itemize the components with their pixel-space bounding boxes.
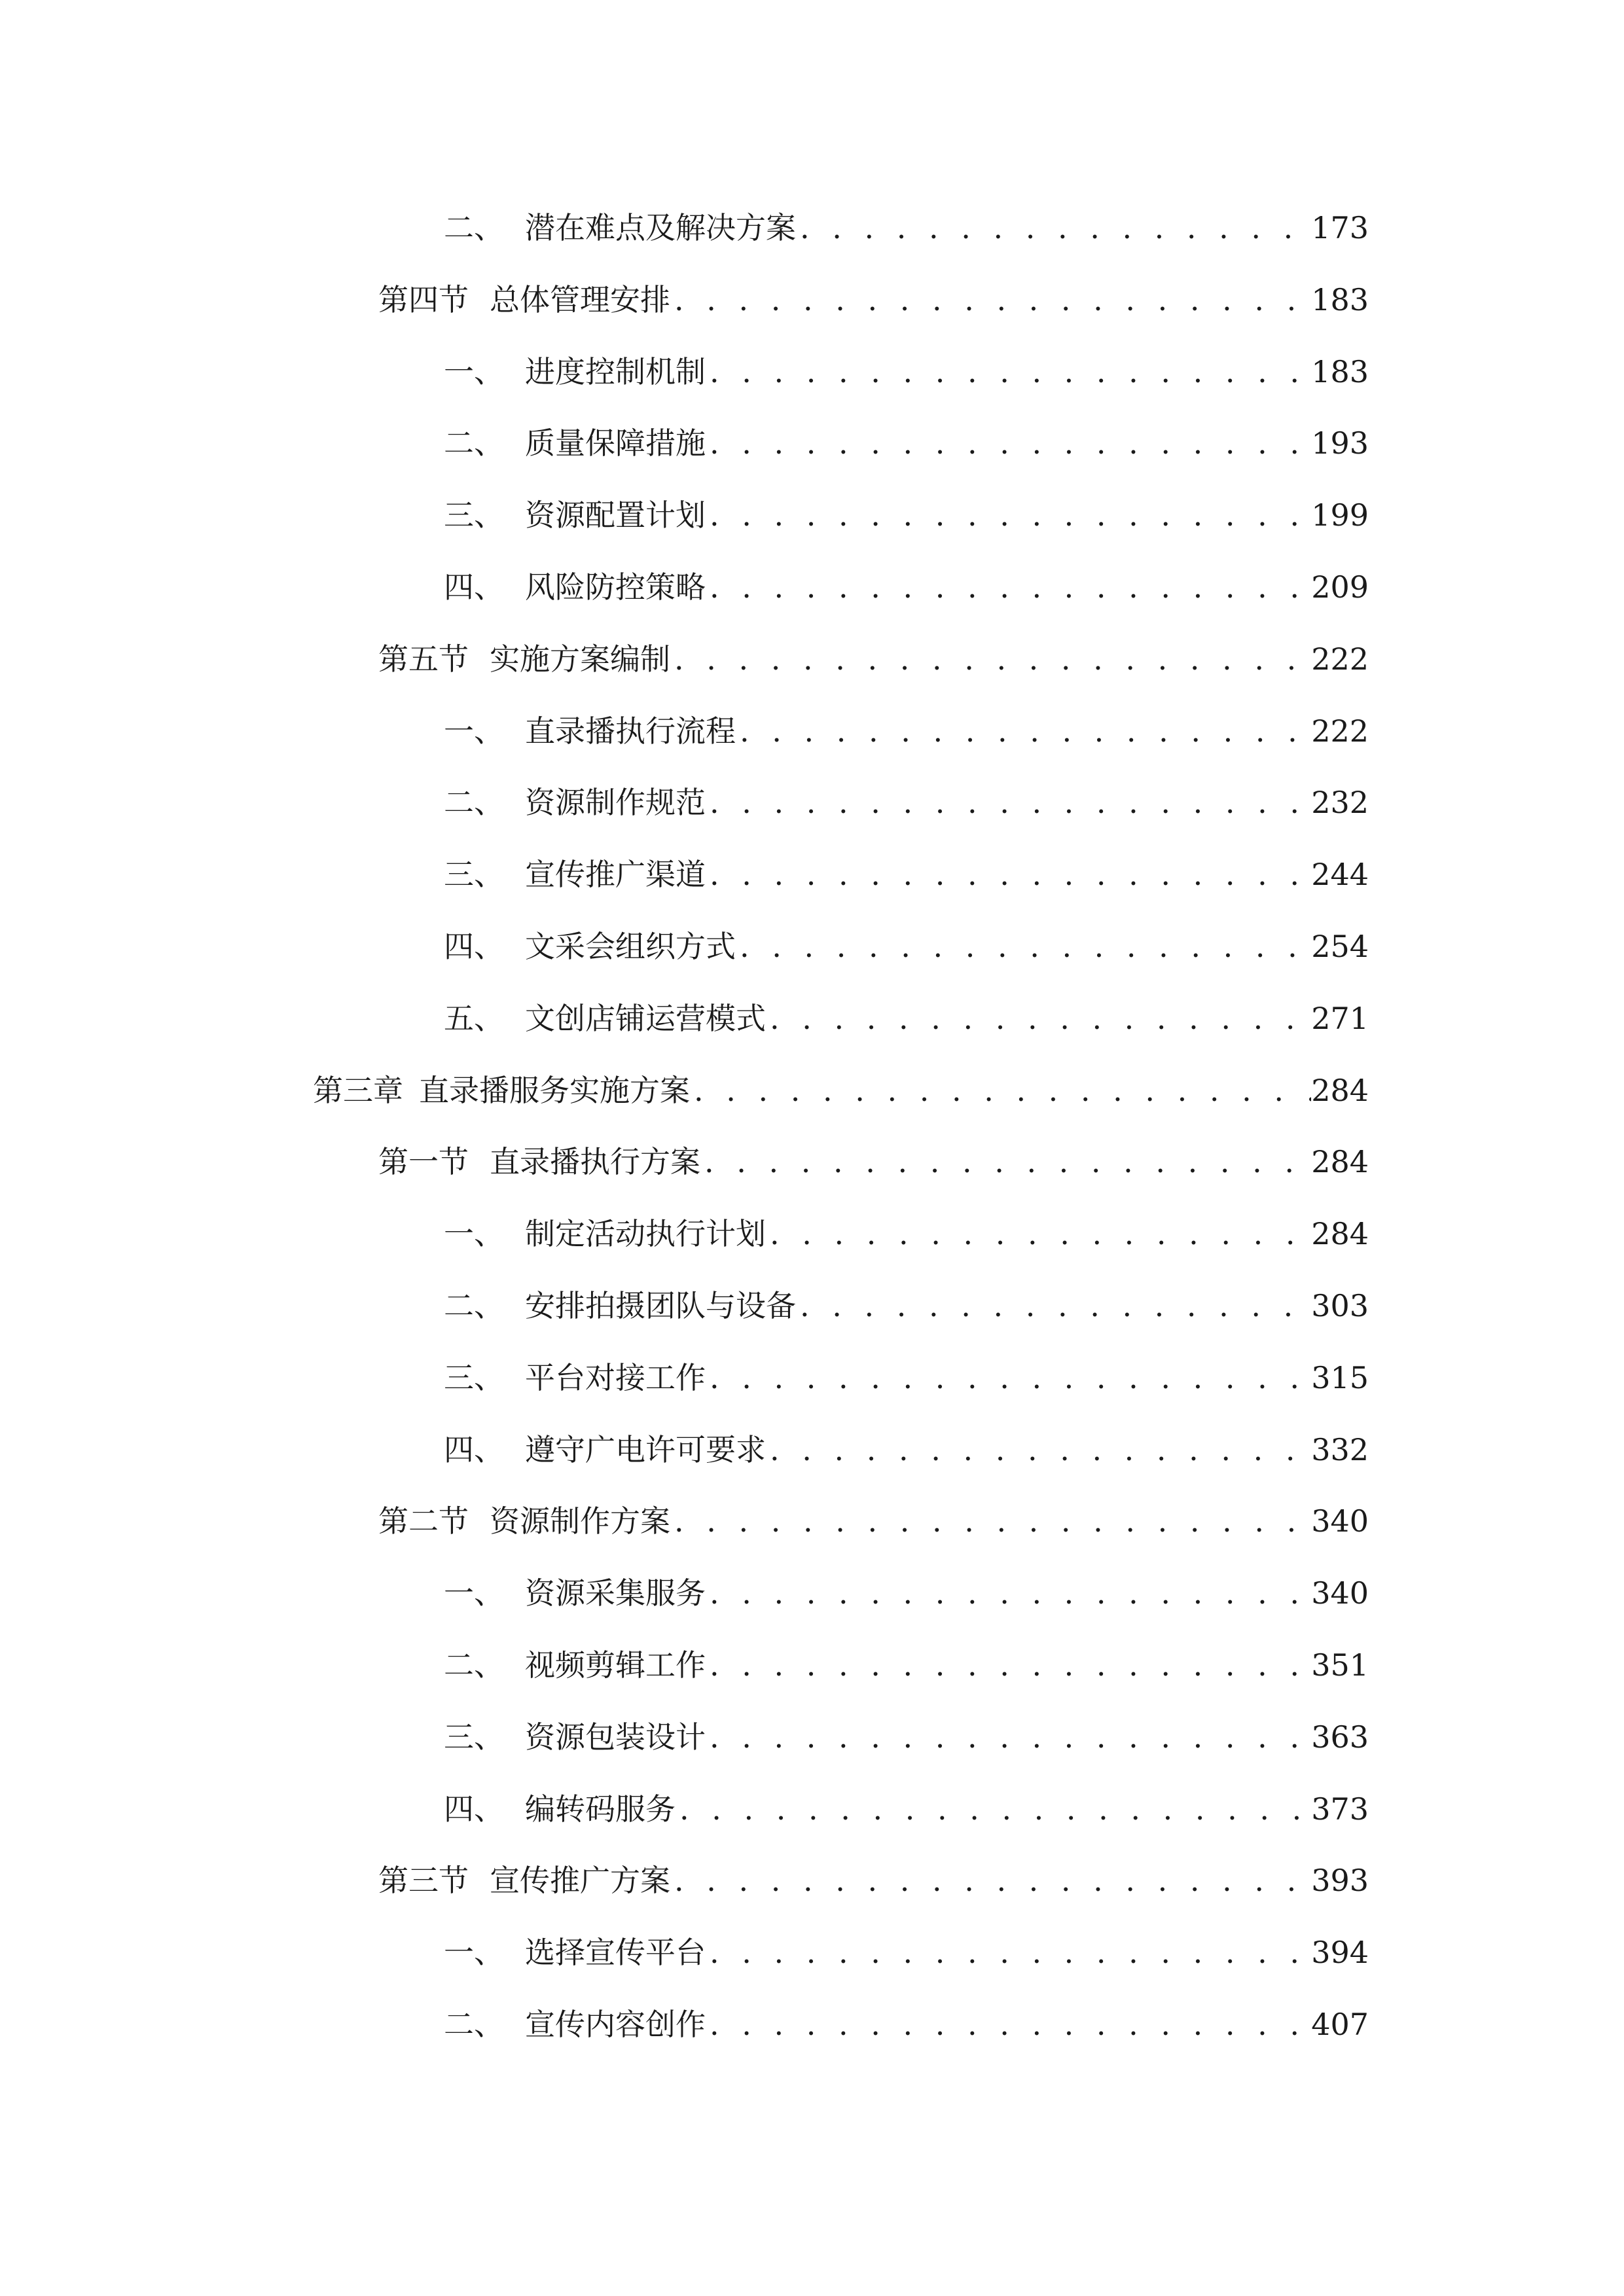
dot-leader <box>670 1854 1311 1907</box>
toc-entry-number: 二、 <box>444 1647 504 1683</box>
toc-entry[interactable] <box>444 1352 1369 1404</box>
toc-entry-page: 373 <box>1311 1791 1369 1827</box>
dot-leader <box>700 1136 1311 1188</box>
toc-entry[interactable] <box>444 992 1369 1045</box>
toc-entry-page: 284 <box>1311 1216 1369 1251</box>
toc-entry-page: 244 <box>1311 857 1369 892</box>
toc-entry[interactable] <box>444 1639 1369 1691</box>
dot-leader <box>706 1711 1311 1763</box>
toc-entry-title: 文创店铺运营模式 <box>525 1001 766 1036</box>
toc-entry-number: 二、 <box>444 2007 504 2042</box>
toc-entry-page: 315 <box>1311 1360 1369 1395</box>
toc-entry-title: 平台对接工作 <box>525 1360 706 1395</box>
toc-entry-title: 遵守广电许可要求 <box>525 1432 766 1467</box>
toc-entry[interactable] <box>444 1424 1369 1476</box>
toc-entry-title: 总体管理安排 <box>490 282 670 317</box>
toc-entry-number: 一、 <box>444 354 504 389</box>
toc-entry-page: 340 <box>1311 1575 1369 1611</box>
dot-leader <box>676 1783 1311 1835</box>
dot-leader <box>706 776 1311 829</box>
toc-entry-title: 资源配置计划 <box>525 497 706 533</box>
toc-entry-number: 二、 <box>444 785 504 820</box>
dot-leader <box>796 1280 1311 1332</box>
toc-entry[interactable] <box>444 417 1369 469</box>
toc-entry-page: 173 <box>1311 210 1369 245</box>
toc-entry-page: 303 <box>1311 1288 1369 1323</box>
toc-entry-number: 第一节 <box>378 1144 469 1179</box>
toc-entry[interactable] <box>444 202 1369 254</box>
dot-leader <box>706 1567 1311 1619</box>
toc-entry-number: 四、 <box>444 1791 504 1827</box>
toc-entry-number: 第四节 <box>378 282 469 317</box>
toc-entry[interactable] <box>378 274 1369 326</box>
toc-entry-page: 340 <box>1311 1503 1369 1539</box>
toc-entry-title: 实施方案编制 <box>490 641 670 677</box>
toc-entry-page: 394 <box>1311 1935 1369 1970</box>
toc-entry-title: 直录播服务实施方案 <box>419 1073 690 1108</box>
dot-leader <box>706 417 1311 469</box>
dot-leader <box>736 705 1311 757</box>
dot-leader <box>706 848 1311 901</box>
toc-entry[interactable] <box>444 848 1369 901</box>
toc-entry[interactable] <box>444 705 1369 757</box>
toc-entry-number: 一、 <box>444 713 504 749</box>
dot-leader <box>670 1495 1311 1547</box>
dot-leader <box>706 1926 1311 1979</box>
toc-entry[interactable] <box>444 1711 1369 1763</box>
dot-leader <box>766 992 1311 1045</box>
toc-entry-page: 222 <box>1311 641 1369 677</box>
toc-entry-page: 199 <box>1311 497 1369 533</box>
dot-leader <box>766 1424 1311 1476</box>
toc-entry-title: 潜在难点及解决方案 <box>525 210 796 245</box>
dot-leader <box>766 1208 1311 1260</box>
toc-entry[interactable] <box>378 1495 1369 1547</box>
toc-entry-number: 三、 <box>444 857 504 892</box>
toc-entry-number: 四、 <box>444 569 504 605</box>
dot-leader <box>670 274 1311 326</box>
toc-entry-title: 宣传内容创作 <box>525 2007 706 2042</box>
toc-entry-page: 407 <box>1311 2007 1369 2042</box>
toc-entry-number: 一、 <box>444 1575 504 1611</box>
toc-entry-page: 209 <box>1311 569 1369 605</box>
toc-entry[interactable] <box>444 1783 1369 1835</box>
dot-leader <box>706 561 1311 613</box>
toc-entry-page: 284 <box>1311 1073 1369 1108</box>
toc-entry[interactable] <box>444 1208 1369 1260</box>
toc-entry-title: 编转码服务 <box>525 1791 676 1827</box>
toc-entry-title: 直录播执行流程 <box>525 713 736 749</box>
toc-entry-number: 一、 <box>444 1216 504 1251</box>
toc-entry-page: 232 <box>1311 785 1369 820</box>
toc-entry[interactable] <box>444 346 1369 398</box>
toc-entry-number: 三、 <box>444 1719 504 1755</box>
toc-entry-page: 222 <box>1311 713 1369 749</box>
toc-entry[interactable] <box>313 1064 1369 1117</box>
toc-entry-title: 制定活动执行计划 <box>525 1216 766 1251</box>
dot-leader <box>670 633 1311 685</box>
toc-entry[interactable] <box>444 1567 1369 1619</box>
toc-entry[interactable] <box>444 489 1369 541</box>
dot-leader <box>706 1998 1311 2051</box>
toc-entry[interactable] <box>444 776 1369 829</box>
toc-entry-page: 393 <box>1311 1863 1369 1898</box>
dot-leader <box>706 489 1311 541</box>
toc-entry-title: 风险防控策略 <box>525 569 706 605</box>
toc-entry-title: 进度控制机制 <box>525 354 706 389</box>
toc-entry-number: 四、 <box>444 929 504 964</box>
toc-entry-title: 文采会组织方式 <box>525 929 736 964</box>
toc-entry[interactable] <box>378 633 1369 685</box>
toc-entry-number: 第三章 <box>313 1073 403 1108</box>
toc-entry[interactable] <box>444 920 1369 973</box>
toc-entry-page: 193 <box>1311 425 1369 461</box>
toc-entry-number: 第五节 <box>378 641 469 677</box>
toc-entry-number: 第三节 <box>378 1863 469 1898</box>
toc-entry-number: 第二节 <box>378 1503 469 1539</box>
dot-leader <box>706 1639 1311 1691</box>
toc-entry-page: 363 <box>1311 1719 1369 1755</box>
dot-leader <box>796 202 1311 254</box>
toc-entry-title: 资源制作规范 <box>525 785 706 820</box>
toc-entry-number: 二、 <box>444 1288 504 1323</box>
toc-entry-number: 三、 <box>444 1360 504 1395</box>
toc-entry-page: 183 <box>1311 354 1369 389</box>
toc-entry[interactable] <box>378 1854 1369 1907</box>
toc-entry-page: 332 <box>1311 1432 1369 1467</box>
toc-entry-page: 183 <box>1311 282 1369 317</box>
dot-leader <box>690 1064 1311 1117</box>
toc-entry[interactable] <box>378 1136 1369 1188</box>
dot-leader <box>736 920 1311 973</box>
toc-entry-page: 351 <box>1311 1647 1369 1683</box>
toc-entry-title: 资源制作方案 <box>490 1503 670 1539</box>
toc-entry-title: 安排拍摄团队与设备 <box>525 1288 796 1323</box>
toc-entry-title: 视频剪辑工作 <box>525 1647 706 1683</box>
toc-entry-title: 资源采集服务 <box>525 1575 706 1611</box>
toc-entry-title: 宣传推广方案 <box>490 1863 670 1898</box>
toc-entry-number: 一、 <box>444 1935 504 1970</box>
dot-leader <box>706 346 1311 398</box>
toc-entry-page: 284 <box>1311 1144 1369 1179</box>
toc-entry-title: 宣传推广渠道 <box>525 857 706 892</box>
toc-entry-number: 四、 <box>444 1432 504 1467</box>
toc-entry-title: 选择宣传平台 <box>525 1935 706 1970</box>
dot-leader <box>706 1352 1311 1404</box>
toc-entry[interactable] <box>444 1280 1369 1332</box>
toc-entry-title: 直录播执行方案 <box>490 1144 700 1179</box>
toc-entry[interactable] <box>444 561 1369 613</box>
toc-entry[interactable] <box>444 1926 1369 1979</box>
toc-entry[interactable] <box>444 1998 1369 2051</box>
toc-entry-number: 二、 <box>444 210 504 245</box>
toc-entry-title: 质量保障措施 <box>525 425 706 461</box>
toc-entry-page: 271 <box>1311 1001 1369 1036</box>
toc-entry-number: 五、 <box>444 1001 504 1036</box>
toc-entry-title: 资源包装设计 <box>525 1719 706 1755</box>
toc-entry-number: 二、 <box>444 425 504 461</box>
toc-entry-page: 254 <box>1311 929 1369 964</box>
toc-entry-number: 三、 <box>444 497 504 533</box>
